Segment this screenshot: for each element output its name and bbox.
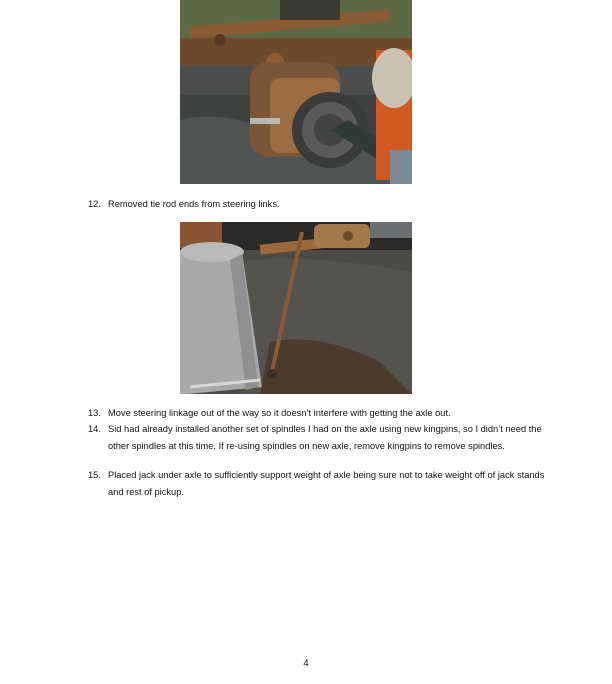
list-item-text: Sid had already installed another set of spindles I had on the axle using new kingpins, so I didn’t need the other spindles at this time. If re-using spindles on new axle, remove kingpins to remove spindles. — [108, 424, 542, 451]
photo-steering-linkage — [180, 222, 412, 394]
photo-axle-spindle — [180, 0, 412, 184]
list-item-number: 13. — [88, 408, 101, 418]
list-item-text: Move steering linkage out of the way so it doesn’t interfere with getting the axle out. — [108, 408, 451, 418]
list-item-number: 15. — [88, 470, 101, 480]
page-number: 4 — [303, 658, 309, 669]
list-item-text: Placed jack under axle to sufficiently support weight of axle being sure not to take weight off of jack stands and rest of pickup. — [108, 470, 545, 497]
list-item-text: Removed tie rod ends from steering links. — [108, 199, 280, 209]
list-item-number: 14. — [88, 424, 101, 434]
list-item-number: 12. — [88, 199, 101, 209]
